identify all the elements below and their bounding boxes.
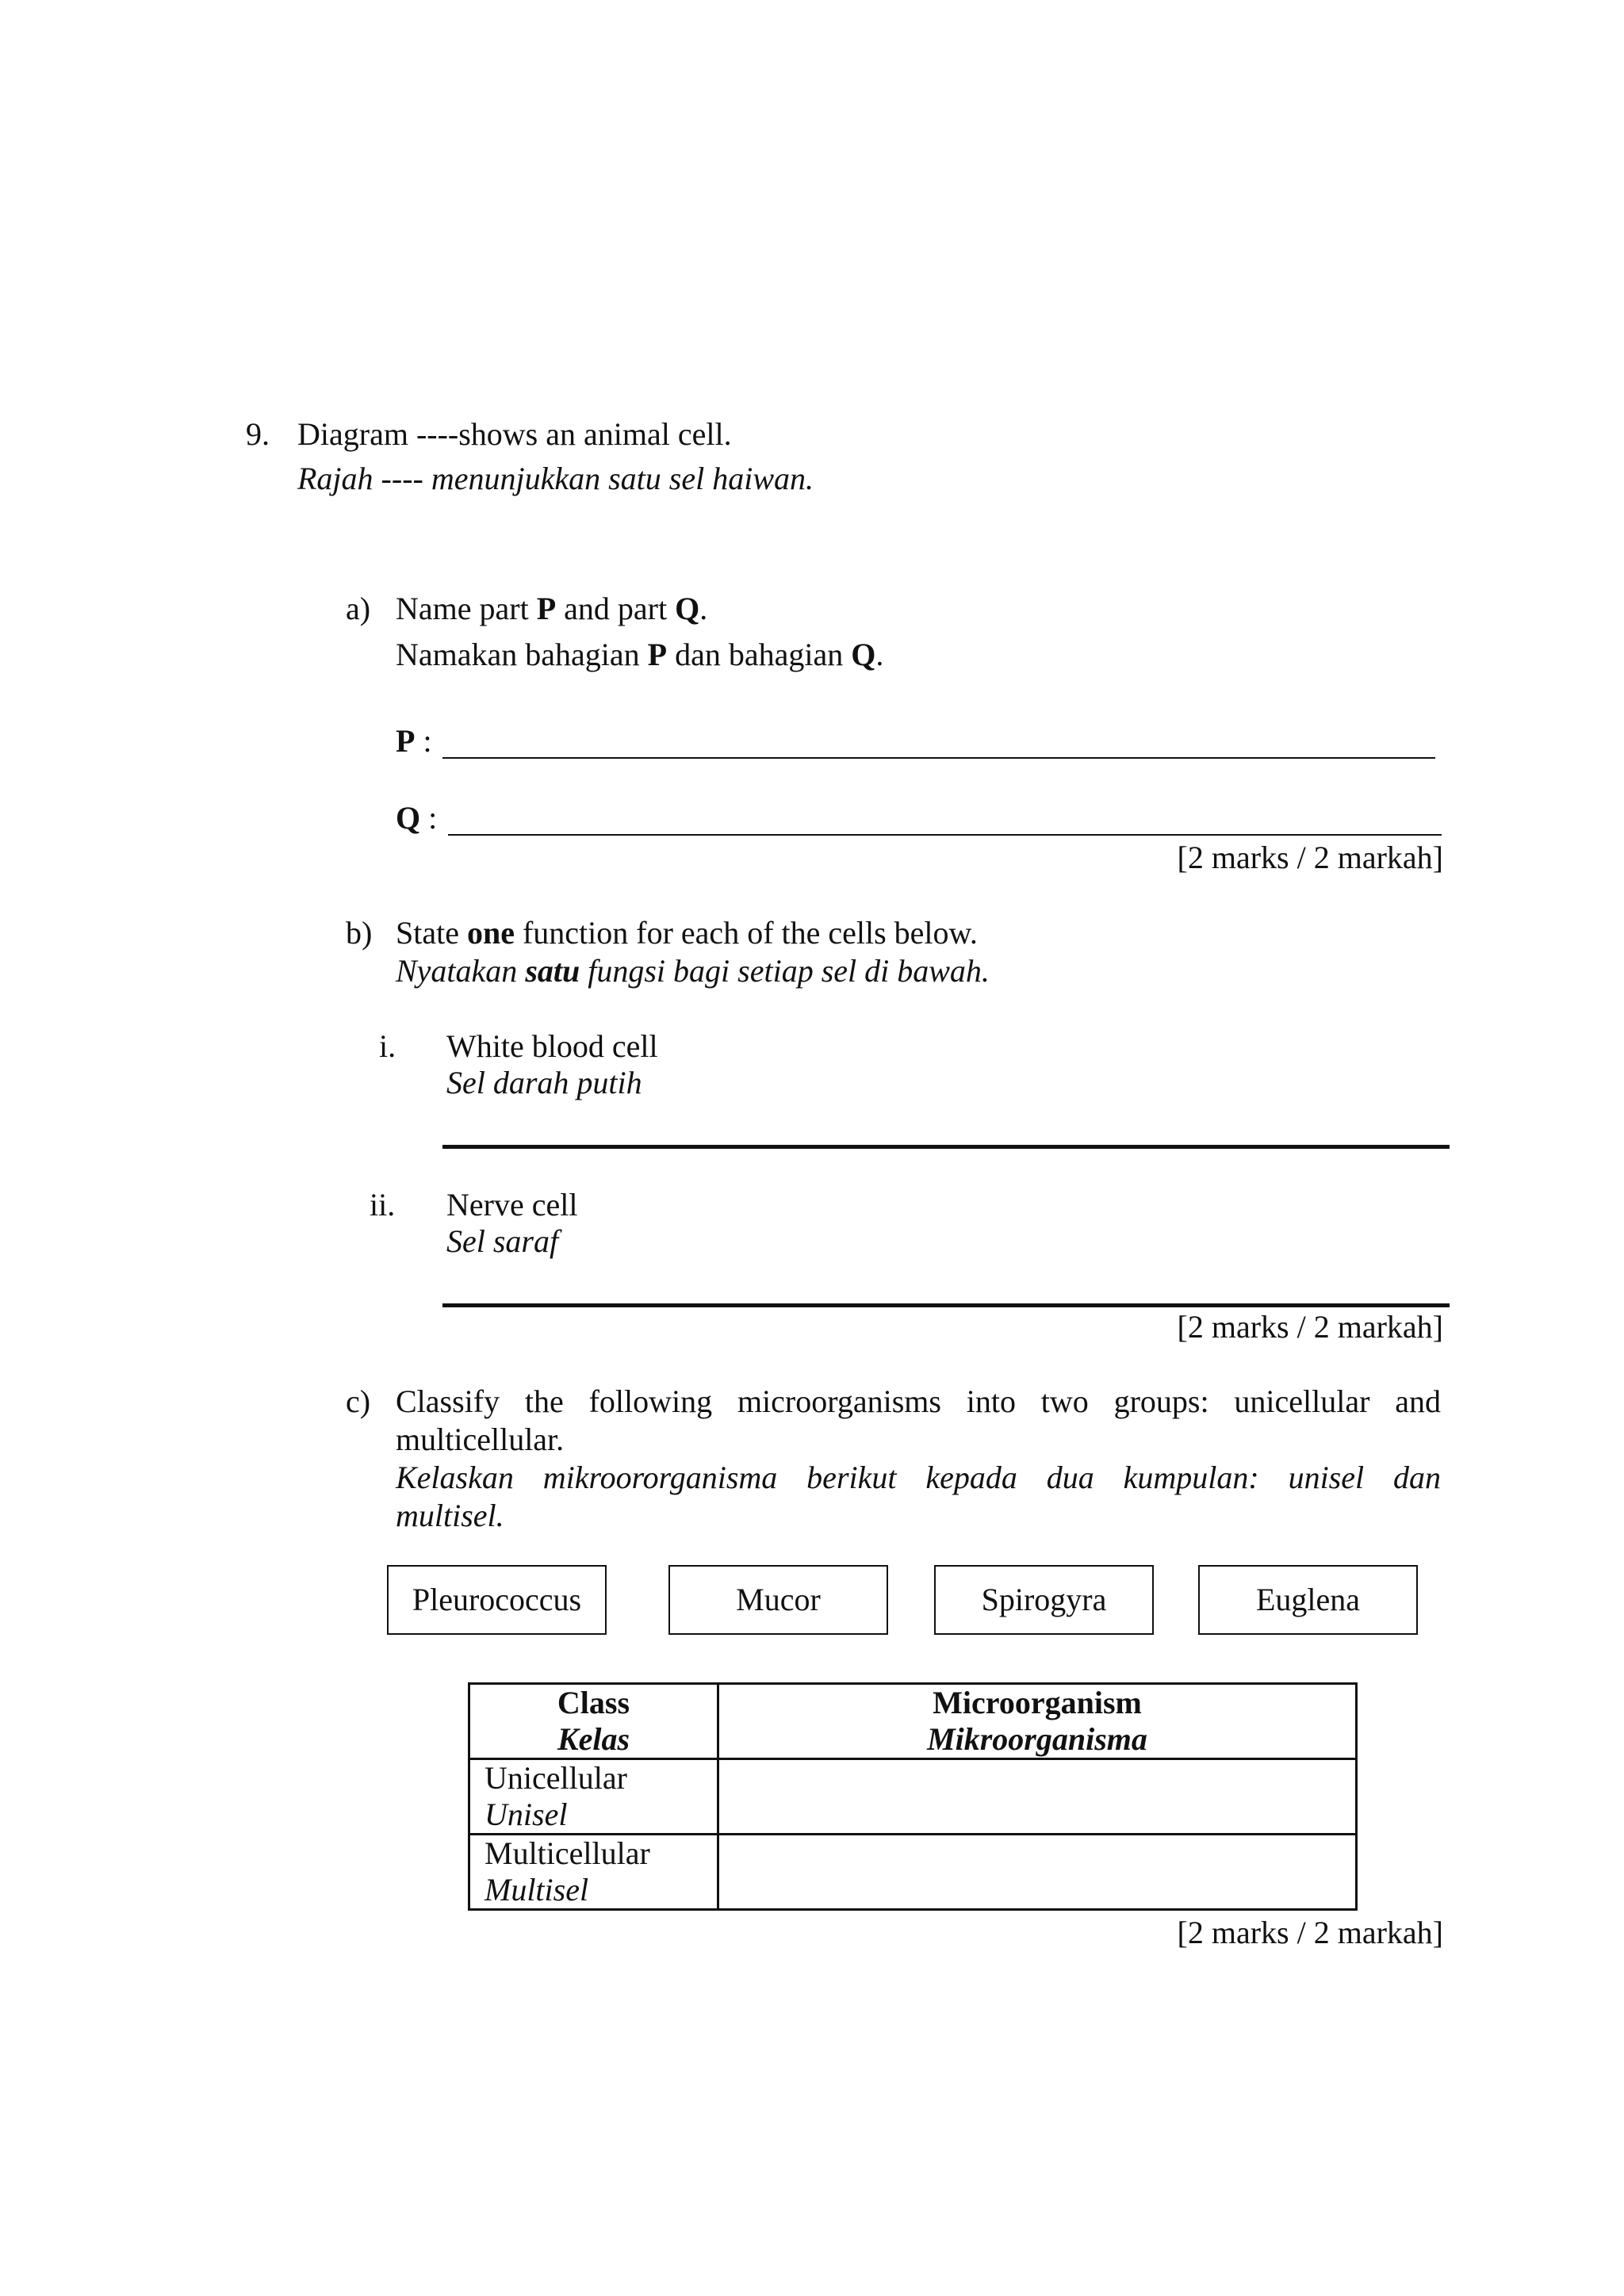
answer-cell-unicellular[interactable] <box>718 1759 1357 1835</box>
table-row <box>469 1835 1357 1910</box>
answer-line-white-blood-cell[interactable] <box>442 1145 1450 1149</box>
option-mucor[interactable]: Mucor <box>668 1565 888 1635</box>
row-class-unicellular: Unicellular Unisel <box>469 1759 718 1835</box>
question-number: 9. <box>246 416 270 452</box>
part-c-question-en-line2: multicellular. <box>396 1422 565 1457</box>
item-ii-ms: Sel saraf <box>446 1223 559 1259</box>
part-c-label: c) <box>346 1383 371 1419</box>
answer-label-q: Q : <box>396 800 438 836</box>
part-c-question-ms-line2: multisel. <box>396 1498 504 1533</box>
part-b-label: b) <box>346 915 373 951</box>
part-c-marks: [2 marks / 2 markah] <box>1177 1915 1443 1950</box>
table-row <box>469 1759 1357 1835</box>
row-class-multicellular: Multicellular Multisel <box>469 1835 718 1910</box>
part-a-marks: [2 marks / 2 markah] <box>1177 840 1443 875</box>
item-i-numeral: i. <box>379 1028 396 1064</box>
part-a-label: a) <box>346 591 371 626</box>
option-pleurococcus[interactable]: Pleurococcus <box>387 1565 607 1635</box>
part-b-marks: [2 marks / 2 markah] <box>1177 1309 1443 1345</box>
part-a-question-ms: Namakan bahagian P dan bahagian Q. <box>396 637 884 672</box>
answer-line-nerve-cell[interactable] <box>442 1303 1450 1307</box>
part-b-question-en: State one function for each of the cells below. <box>396 915 978 951</box>
classification-table <box>468 1682 1358 1911</box>
option-euglena[interactable]: Euglena <box>1198 1565 1418 1635</box>
answer-line-q[interactable] <box>448 834 1442 836</box>
item-ii-numeral: ii. <box>370 1187 396 1223</box>
answer-line-p[interactable] <box>442 757 1435 759</box>
answer-cell-multicellular[interactable] <box>718 1835 1357 1910</box>
question-stem-en: Diagram ----shows an animal cell. <box>297 416 732 452</box>
question-stem-ms: Rajah ---- menunjukkan satu sel haiwan. <box>297 461 814 496</box>
table-header-row <box>469 1684 1357 1759</box>
part-a-question-en: Name part P and part Q. <box>396 591 708 626</box>
item-i-ms: Sel darah putih <box>446 1065 642 1100</box>
item-i-en: White blood cell <box>446 1028 658 1064</box>
part-b-question-ms: Nyatakan satu fungsi bagi setiap sel di bawah. <box>396 953 990 989</box>
answer-label-p: P : <box>396 723 432 759</box>
part-c-question-en-line1: Classify the following microorganisms into two groups: unicellular and <box>396 1383 1441 1419</box>
option-spirogyra[interactable]: Spirogyra <box>934 1565 1154 1635</box>
item-ii-en: Nerve cell <box>446 1187 578 1223</box>
header-class: Class Kelas <box>469 1684 718 1759</box>
header-microorganism: Microorganism Mikroorganisma <box>718 1684 1357 1759</box>
part-c-question-ms-line1: Kelaskan mikroororganisma berikut kepada dua kumpulan: unisel dan <box>396 1460 1441 1495</box>
